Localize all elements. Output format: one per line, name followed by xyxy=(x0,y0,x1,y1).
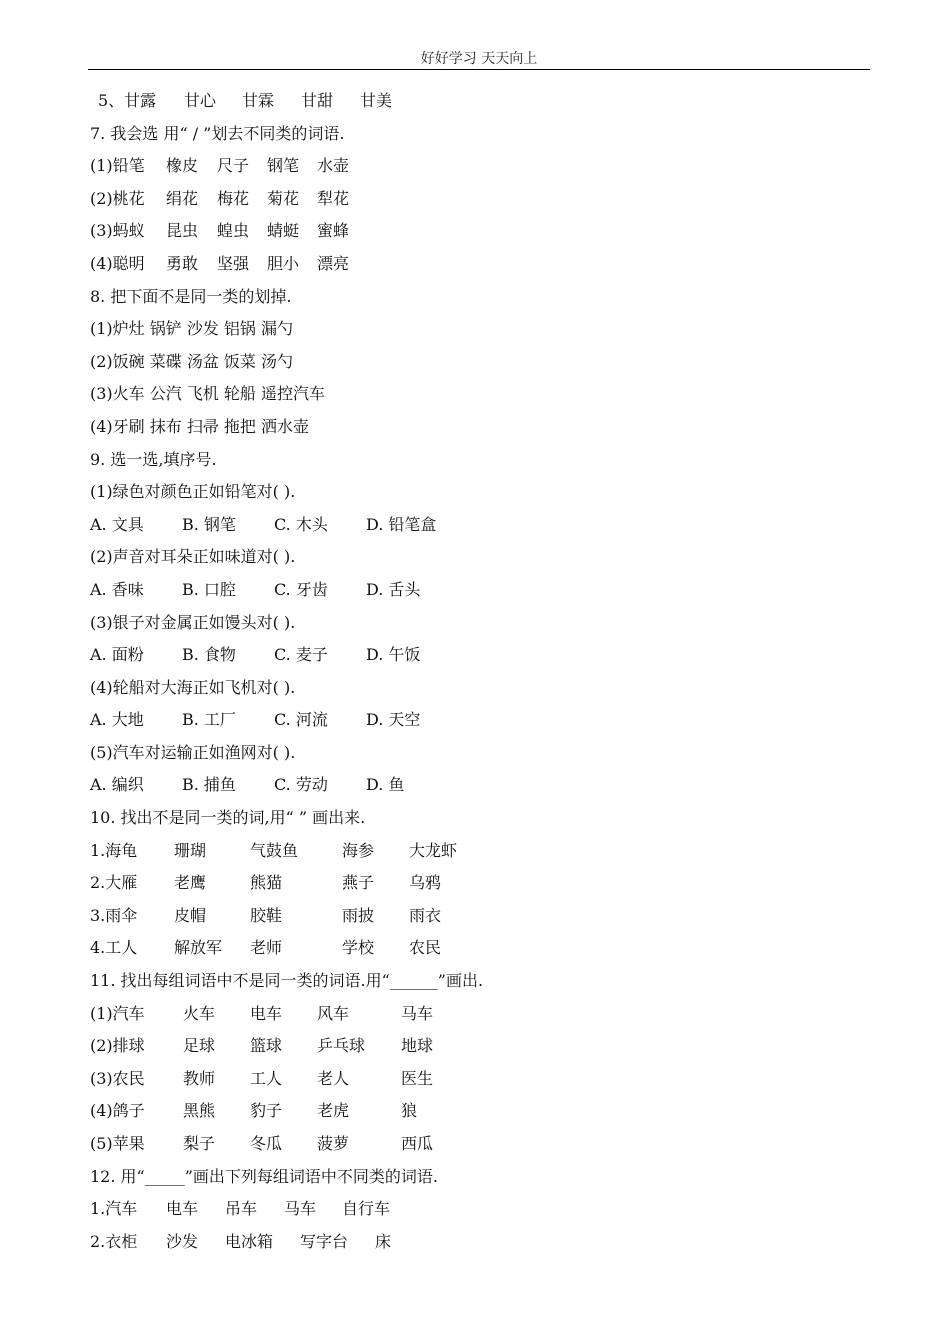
word-item: 胆小 xyxy=(267,253,300,273)
word-item: A. 编织 xyxy=(90,775,144,795)
word-item: 沙发 xyxy=(166,1231,199,1251)
word-item: C. 麦子 xyxy=(274,645,328,665)
worksheet-line xyxy=(90,183,870,216)
word-item: 钢笔 xyxy=(267,156,300,176)
word-item: 菠萝 xyxy=(317,1134,350,1153)
word-item: 3.雨伞 xyxy=(90,905,138,925)
word-item: 雨披 xyxy=(342,905,375,925)
worksheet-line xyxy=(90,248,870,281)
word-item: 马车 xyxy=(401,1003,434,1023)
worksheet-line: (1)炉灶 锅铲 沙发 铝锅 漏勺 xyxy=(90,319,294,339)
word-item: 黑熊 xyxy=(183,1101,216,1121)
word-item: 教师 xyxy=(183,1068,216,1088)
worksheet-body xyxy=(90,85,870,1258)
word-item: 漂亮 xyxy=(317,253,350,273)
word-item: 篮球 xyxy=(250,1036,283,1056)
worksheet-line: (5)汽车对运输正如渔网对( ). xyxy=(90,742,296,762)
worksheet-line xyxy=(90,1226,870,1259)
word-item: B. 食物 xyxy=(182,645,236,665)
worksheet-line: (2)饭碗 菜碟 汤盆 饭菜 汤勺 xyxy=(90,351,294,371)
word-item: 写字台 xyxy=(300,1231,349,1251)
worksheet-line xyxy=(90,639,870,672)
word-item: 2.大雁 xyxy=(90,873,138,893)
worksheet-line xyxy=(90,932,870,965)
worksheet-line xyxy=(90,1063,870,1096)
word-item: 马车 xyxy=(284,1199,317,1219)
word-item: 床 xyxy=(375,1231,392,1251)
word-item: 解放军 xyxy=(174,938,223,958)
word-item: 农民 xyxy=(409,938,442,958)
worksheet-line: 11. 找出每组词语中不是同一类的词语.用“______”画出. xyxy=(90,971,484,991)
worksheet-line: 7. 我会选 用“ / ”划去不同类的词语. xyxy=(90,123,345,143)
word-item: A. 大地 xyxy=(90,710,144,730)
worksheet-line: (3)银子对金属正如馒头对( ). xyxy=(90,612,296,632)
word-item: 坚强 xyxy=(217,253,250,273)
word-item: 1.海龟 xyxy=(90,840,138,860)
word-item: A. 文具 xyxy=(90,514,144,534)
word-item: 珊瑚 xyxy=(174,840,207,860)
word-item: 菊花 xyxy=(267,188,300,208)
worksheet-line: 12. 用“_____”画出下列每组词语中不同类的词语. xyxy=(90,1166,438,1186)
word-item: 电车 xyxy=(166,1199,199,1219)
word-item: 医生 xyxy=(401,1068,434,1088)
word-item: 胶鞋 xyxy=(250,905,283,925)
word-item: 老虎 xyxy=(317,1101,350,1121)
word-item: D. 天空 xyxy=(366,710,421,730)
word-item: A. 香味 xyxy=(90,579,144,599)
word-item: 吊车 xyxy=(225,1199,258,1219)
word-item: 1.汽车 xyxy=(90,1199,138,1219)
word-item: A. 面粉 xyxy=(90,645,144,665)
word-item: 火车 xyxy=(183,1003,216,1023)
word-item: 大龙虾 xyxy=(409,840,458,860)
word-item: 梅花 xyxy=(217,188,250,208)
word-item: 豹子 xyxy=(250,1101,283,1121)
word-item: 电车 xyxy=(250,1003,283,1023)
worksheet-line: (4)牙刷 抹布 扫帚 拖把 洒水壶 xyxy=(90,416,310,436)
word-item: 蝗虫 xyxy=(217,221,250,241)
word-item: B. 工厂 xyxy=(182,710,236,730)
worksheet-line xyxy=(90,215,870,248)
worksheet-line xyxy=(90,867,870,900)
word-item: C. 河流 xyxy=(274,710,328,730)
word-item: 皮帽 xyxy=(174,905,207,925)
word-item: (3)农民 xyxy=(90,1068,145,1088)
worksheet-line xyxy=(90,509,870,542)
worksheet-line: (2)声音对耳朵正如味道对( ). xyxy=(90,547,296,567)
word-item: 乒乓球 xyxy=(317,1036,366,1056)
word-item: (3)蚂蚁 xyxy=(90,221,145,241)
word-item: 狼 xyxy=(401,1101,418,1121)
word-item: 地球 xyxy=(401,1036,434,1056)
word-item: 勇敢 xyxy=(166,253,199,273)
word-item: 橡皮 xyxy=(166,156,199,176)
word-item: 雨衣 xyxy=(409,905,442,925)
word-item: 蜻蜓 xyxy=(267,221,300,241)
worksheet-line: (3)火车 公汽 飞机 轮船 遥控汽车 xyxy=(90,384,326,404)
word-item: 电冰箱 xyxy=(225,1231,274,1251)
worksheet-line xyxy=(90,85,870,118)
word-item: 老人 xyxy=(317,1068,350,1088)
word-item: 熊猫 xyxy=(250,873,283,893)
word-item: 甘霖 xyxy=(242,91,275,110)
word-item: D. 鱼 xyxy=(366,775,405,795)
word-item: (4)鸽子 xyxy=(90,1101,145,1121)
word-item: (4)聪明 xyxy=(90,253,145,273)
word-item: 水壶 xyxy=(317,156,350,176)
word-item: 绢花 xyxy=(166,188,199,208)
worksheet-line xyxy=(90,900,870,933)
word-item: 工人 xyxy=(250,1068,283,1088)
word-item: 西瓜 xyxy=(401,1134,434,1153)
word-item: D. 舌头 xyxy=(366,579,421,599)
worksheet-line: (1)绿色对颜色正如铅笔对( ). xyxy=(90,482,296,502)
word-item: 4.工人 xyxy=(90,938,138,958)
word-item: 梨子 xyxy=(183,1134,216,1153)
word-item: 犁花 xyxy=(317,188,350,208)
word-item: 2.衣柜 xyxy=(90,1231,138,1251)
worksheet-line xyxy=(90,150,870,183)
worksheet-line xyxy=(90,769,870,802)
worksheet-line xyxy=(90,835,870,868)
word-item: 昆虫 xyxy=(166,221,199,241)
worksheet-line xyxy=(90,574,870,607)
word-item: (1)铅笔 xyxy=(90,156,145,176)
header-divider xyxy=(88,69,870,70)
word-item: 风车 xyxy=(317,1003,350,1023)
worksheet-line xyxy=(90,704,870,737)
word-item: 燕子 xyxy=(342,873,375,893)
word-item: (1)汽车 xyxy=(90,1003,145,1023)
word-item: 足球 xyxy=(183,1036,216,1056)
word-item: 甘心 xyxy=(184,91,217,110)
worksheet-line: 10. 找出不是同一类的词,用“ ” 画出来. xyxy=(90,808,366,828)
worksheet-line: 9. 选一选,填序号. xyxy=(90,449,217,469)
word-item: B. 钢笔 xyxy=(182,514,236,534)
word-item: 气鼓鱼 xyxy=(250,840,299,860)
word-item: 学校 xyxy=(342,938,375,958)
word-item: 蜜蜂 xyxy=(317,221,350,241)
worksheet-line xyxy=(90,998,870,1031)
word-item: B. 捕鱼 xyxy=(182,775,236,795)
worksheet-line xyxy=(90,1095,870,1128)
word-item: B. 口腔 xyxy=(182,579,236,599)
word-item: 尺子 xyxy=(217,156,250,176)
word-item: 甘美 xyxy=(360,91,393,110)
word-item: D. 铅笔盒 xyxy=(366,514,437,534)
word-item: C. 牙齿 xyxy=(274,579,328,599)
word-item: 老师 xyxy=(250,938,283,958)
word-item: 5、甘露 xyxy=(98,91,157,110)
word-item: (2)排球 xyxy=(90,1036,145,1056)
word-item: C. 木头 xyxy=(274,514,328,534)
worksheet-line xyxy=(90,1128,870,1161)
word-item: 甘甜 xyxy=(301,91,334,110)
worksheet-line: 8. 把下面不是同一类的划掉. xyxy=(90,286,292,306)
word-item: 海参 xyxy=(342,840,375,860)
word-item: (5)苹果 xyxy=(90,1134,145,1153)
worksheet-line: (4)轮船对大海正如飞机对( ). xyxy=(90,677,296,697)
word-item: 乌鸦 xyxy=(409,873,442,893)
word-item: (2)桃花 xyxy=(90,188,145,208)
worksheet-line xyxy=(90,1193,870,1226)
word-item: C. 劳动 xyxy=(274,775,328,795)
worksheet-line xyxy=(90,1030,870,1063)
word-item: 老鹰 xyxy=(174,873,207,893)
word-item: D. 午饭 xyxy=(366,645,421,665)
word-item: 冬瓜 xyxy=(250,1134,283,1153)
word-item: 自行车 xyxy=(342,1199,391,1219)
page-header: 好好学习 天天向上 xyxy=(420,51,538,67)
